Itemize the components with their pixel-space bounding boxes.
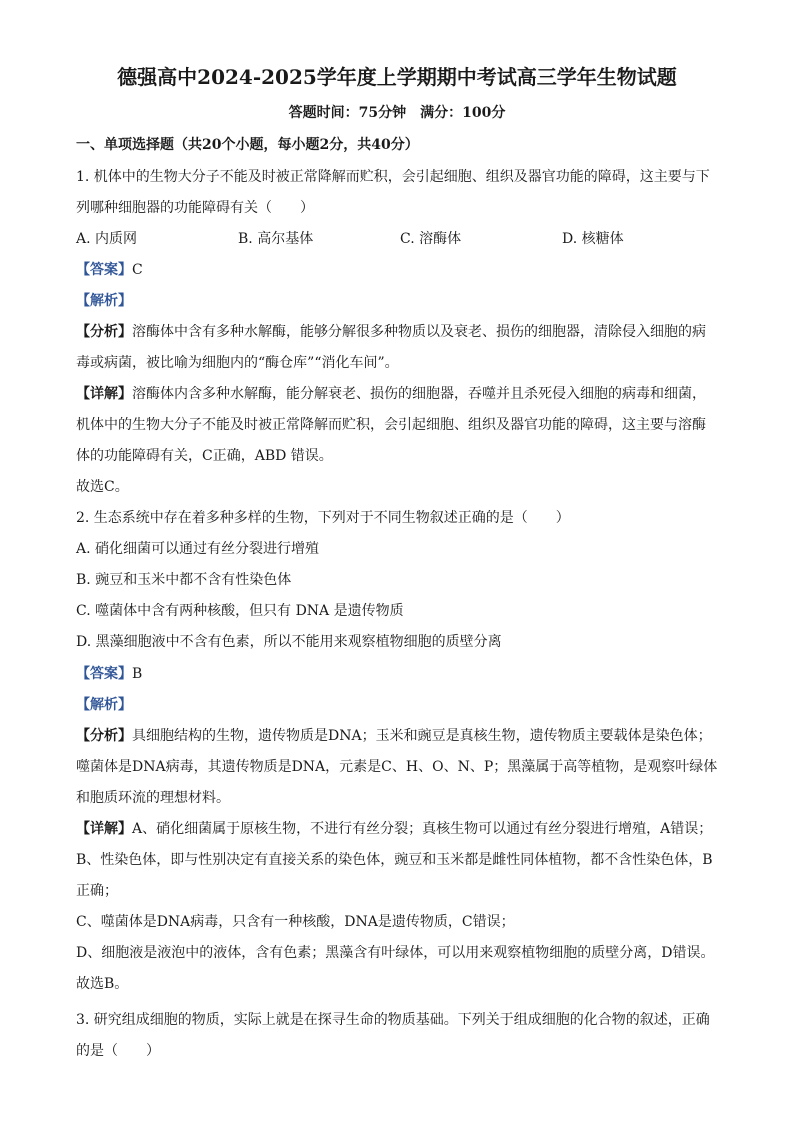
- exam-subtitle: 答题时间：75分钟 满分：100分: [288, 105, 506, 121]
- fenxi-tag: 【分析】: [76, 728, 132, 744]
- answer-tag: 【答案】: [76, 666, 132, 682]
- q1-fenxi-line2: 毒或病菌，被比喻为细胞内的“酶仓库”“消化车间”。: [76, 355, 399, 371]
- answer-value: B: [132, 666, 143, 682]
- fenxi-text: 溶酶体中含有多种水解酶，能够分解很多种物质以及衰老、损伤的细胞器，清除侵入细胞的病: [132, 324, 706, 340]
- q1-fenxi-line1: [76, 323, 706, 341]
- q1-stem-line1: 1. 机体中的生物大分子不能及时被正常降解而贮积，会引起细胞、组织及器官功能的障碍，这主要与下: [76, 169, 710, 185]
- q1-xiangjie-line2: 机体中的生物大分子不能及时被正常降解而贮积，会引起细胞、组织及器官功能的障碍，这主要与溶酶: [76, 417, 706, 433]
- section-heading: 一、单项选择题（共20个小题，每小题2分，共40分）: [76, 137, 419, 153]
- q2-fenxi-line3: 和胞质环流的理想材料。: [76, 790, 230, 806]
- q2-xiangjie-line4: C、噬菌体是DNA病毒，只含有一种核酸，DNA是遗传物质，C错误；: [76, 914, 515, 930]
- fenxi-text: 具细胞结构的生物，遗传物质是DNA；玉米和豌豆是真核生物，遗传物质主要载体是染色体；: [132, 728, 712, 744]
- q2-option-b: B. 豌豆和玉米中都不含有性染色体: [76, 572, 292, 588]
- q2-conclusion: 故选B。: [76, 976, 129, 992]
- fenxi-tag: 【分析】: [76, 324, 132, 340]
- q2-answer: [76, 665, 142, 683]
- q1-option-d: D. 核糖体: [562, 231, 624, 247]
- q3-stem-line2: 的是（ ）: [76, 1043, 160, 1059]
- q2-xiangjie-line5: D、细胞液是液泡中的液体，含有色素；黑藻含有叶绿体，可以用来观察植物细胞的质壁分离，D错误。: [76, 945, 715, 961]
- answer-value: C: [132, 262, 143, 278]
- q1-option-b: B. 高尔基体: [238, 231, 314, 247]
- answer-tag: 【答案】: [76, 262, 132, 278]
- q2-option-d: D. 黑藻细胞液中不含有色素，所以不能用来观察植物细胞的质壁分离: [76, 634, 502, 650]
- q1-conclusion: 故选C。: [76, 479, 129, 495]
- q1-xiangjie-line3: 体的功能障碍有关，C正确，ABD 错误。: [76, 448, 333, 464]
- q1-xiangjie-line1: [76, 385, 706, 403]
- xiangjie-tag: 【详解】: [76, 386, 132, 402]
- analysis-tag: 【解析】: [76, 697, 132, 713]
- q1-stem-line2: 列哪种细胞器的功能障碍有关（ ）: [76, 200, 314, 216]
- xiangjie-text: A、硝化细菌属于原核生物，不进行有丝分裂；真核生物可以通过有丝分裂进行增殖，A错误；: [132, 821, 713, 837]
- q2-xiangjie-line1: [76, 820, 712, 838]
- q2-fenxi-line1: [76, 727, 712, 745]
- q1-analysis-tag: [76, 292, 132, 310]
- q2-option-c: C. 噬菌体中含有两种核酸，但只有 DNA 是遗传物质: [76, 603, 404, 619]
- xiangjie-tag: 【详解】: [76, 821, 132, 837]
- q2-stem: 2. 生态系统中存在着多种多样的生物，下列对于不同生物叙述正确的是（ ）: [76, 510, 570, 526]
- q1-option-a: A. 内质网: [76, 231, 138, 247]
- exam-title: 德强高中2024-2025学年度上学期期中考试高三学年生物试题: [117, 65, 677, 89]
- q3-stem-line1: 3. 研究组成细胞的物质，实际上就是在探寻生命的物质基础。下列关于组成细胞的化合物的叙述，正确: [76, 1012, 710, 1028]
- analysis-tag: 【解析】: [76, 293, 132, 309]
- q2-xiangjie-line2: B、性染色体，即与性别决定有直接关系的染色体，豌豆和玉米都是雌性同体植物，都不含性染色体，B: [76, 852, 713, 868]
- q2-xiangjie-line3: 正确；: [76, 883, 118, 899]
- q2-fenxi-line2: 噬菌体是DNA病毒，其遗传物质是DNA，元素是C、H、O、N、P；黑藻属于高等植物，是观察叶绿体: [76, 759, 718, 775]
- q2-analysis-tag: [76, 696, 132, 714]
- q1-answer: [76, 261, 143, 279]
- xiangjie-text: 溶酶体内含多种水解酶，能分解衰老、损伤的细胞器，吞噬并且杀死侵入细胞的病毒和细菌，: [132, 386, 706, 402]
- q1-option-c: C. 溶酶体: [400, 231, 462, 247]
- q2-option-a: A. 硝化细菌可以通过有丝分裂进行增殖: [76, 541, 320, 557]
